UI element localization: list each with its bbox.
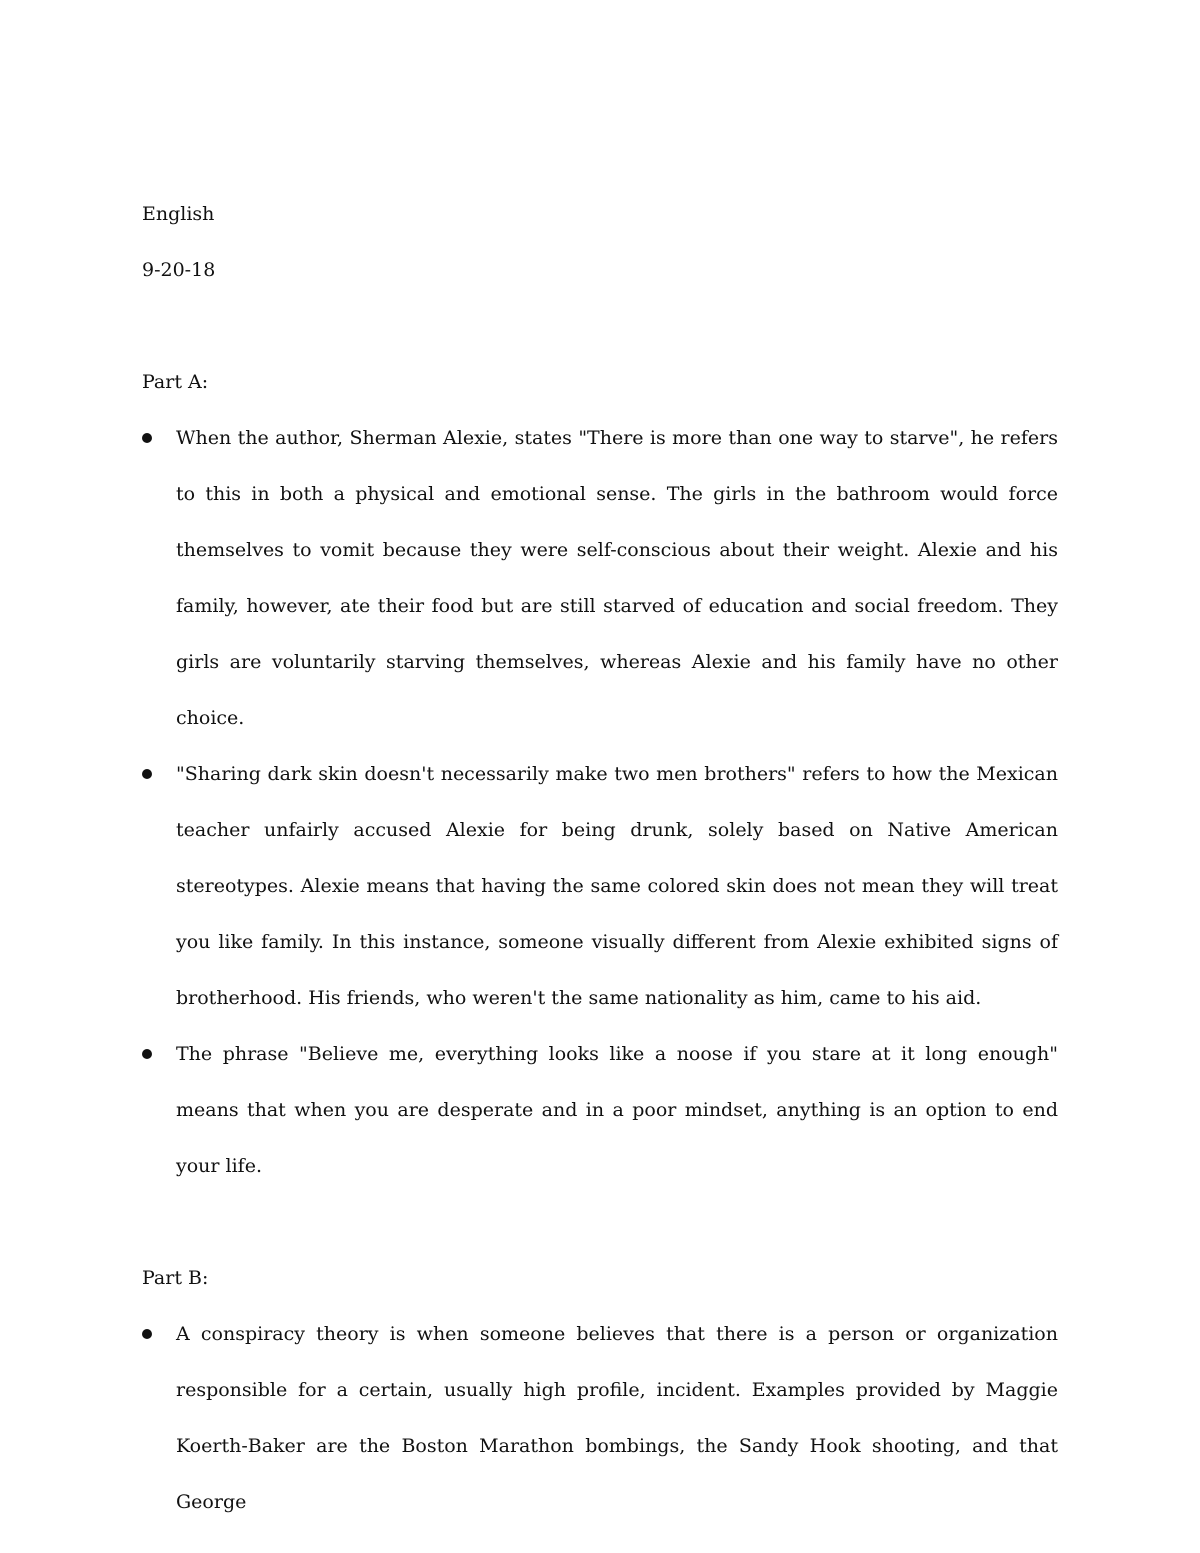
part-a-list bbox=[142, 410, 1058, 1194]
part-b-heading: Part B: bbox=[142, 1267, 209, 1289]
document-date: 9-20-18 bbox=[142, 259, 216, 281]
list-item bbox=[142, 1026, 1058, 1194]
spacer bbox=[142, 1194, 1058, 1250]
list-item-text: "Sharing dark skin doesn't necessarily make two men brothers" refers to how the Mexican teacher unfairly accused Alexie for being drunk, solely based on Native American stereotypes. Alexie means that having the same colored skin does not mean they will treat you like family. In this instance, someone visually different from Alexie exhibited signs of brotherhood. His friends, who weren't the same nationality as him, came to his aid. bbox=[176, 763, 1058, 1009]
list-item-text: When the author, Sherman Alexie, states "There is more than one way to starve", he refers to this in both a physical and emotional sense. The girls in the bathroom would force themselves to vomit because they were self-conscious about their weight. Alexie and his family, however, ate their food but are still starved of education and social freedom. They girls are voluntarily starving themselves, whereas Alexie and his family have no other choice. bbox=[176, 427, 1058, 729]
list-item bbox=[142, 410, 1058, 746]
list-item bbox=[142, 746, 1058, 1026]
bullet-icon bbox=[142, 769, 152, 779]
list-item-text: A conspiracy theory is when someone believes that there is a person or organization responsible for a certain, usually high profile, incident. Examples provided by Maggie Koerth-Baker are the Boston Marathon bombings, the Sandy Hook shooting, and that George bbox=[176, 1323, 1058, 1513]
part-a-heading: Part A: bbox=[142, 371, 209, 393]
list-item-text: The phrase "Believe me, everything looks like a noose if you stare at it long enough" means that when you are desperate and in a poor mindset, anything is an option to end your life. bbox=[176, 1043, 1058, 1177]
part-b-list bbox=[142, 1306, 1058, 1530]
course-name: English bbox=[142, 203, 215, 225]
spacer bbox=[142, 298, 1058, 354]
bullet-icon bbox=[142, 1049, 152, 1059]
bullet-icon bbox=[142, 433, 152, 443]
document-body bbox=[142, 186, 1058, 1530]
bullet-icon bbox=[142, 1329, 152, 1339]
list-item bbox=[142, 1306, 1058, 1530]
